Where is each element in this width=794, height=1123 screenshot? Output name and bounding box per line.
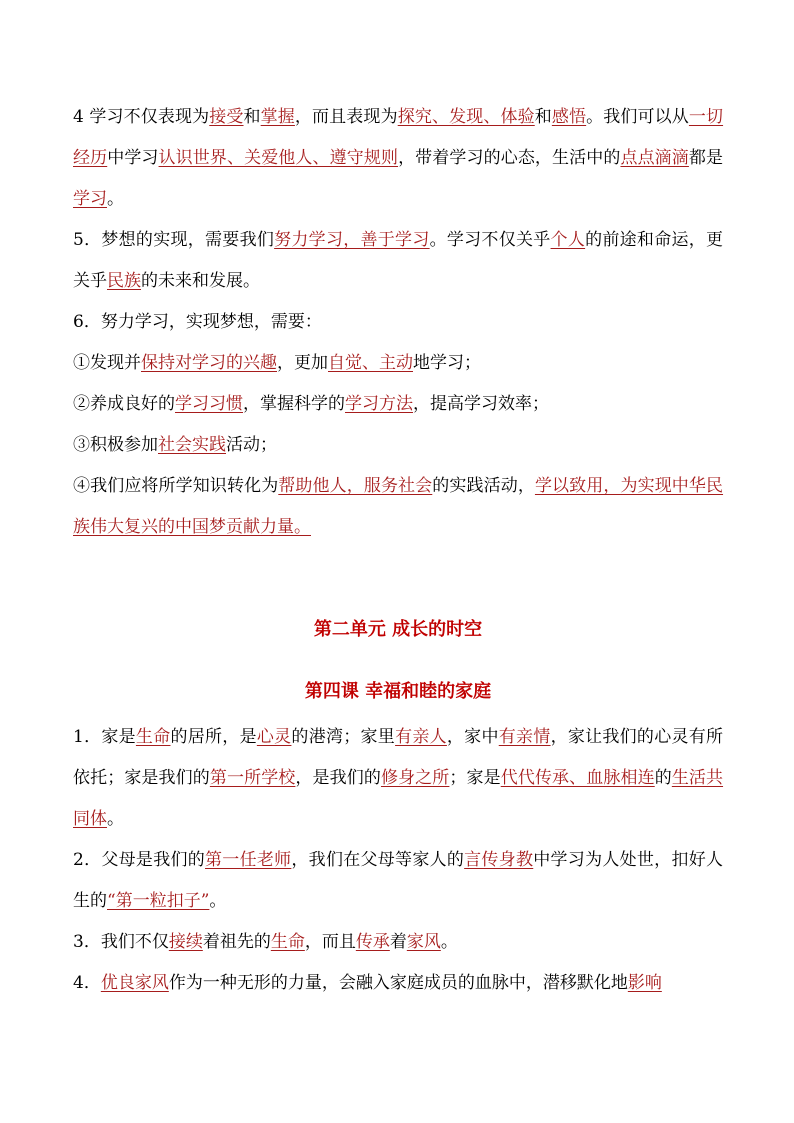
keyword-highlight: 学习习惯	[175, 394, 243, 414]
text-run: 6．努力学习，实现梦想，需要：	[73, 312, 322, 332]
keyword-highlight: 生命	[135, 727, 171, 747]
text-run: ，家中	[446, 727, 499, 747]
keyword-highlight: 社会实践	[158, 435, 226, 455]
text-run: 。	[107, 809, 124, 829]
text-run: ④我们应将所学知识转化为	[73, 476, 279, 496]
unit-title: 第二单元 成长的时空	[313, 619, 483, 640]
keyword-highlight: 影响	[627, 973, 662, 993]
text-run: 。我们可以从	[586, 107, 689, 127]
text-run: 的港湾；家里	[291, 727, 396, 747]
paragraph-family-4	[73, 963, 723, 1004]
text-run: ，是我们的	[295, 768, 381, 788]
text-run: ，更加	[277, 353, 328, 373]
section-family	[73, 717, 723, 1004]
text-run: 作为一种无形的力量，会融入家庭成员的血脉中，潜移默化地	[168, 973, 628, 993]
keyword-highlight: 贡献力量。	[226, 517, 311, 537]
text-run: 都是	[688, 148, 724, 168]
keyword-highlight: 言传身教	[464, 850, 534, 870]
paragraph-family-1	[73, 717, 723, 840]
keyword-highlight: 掌握	[260, 107, 295, 127]
paragraph-study-6-item-3	[73, 425, 723, 466]
keyword-highlight: 传承	[355, 932, 390, 952]
keyword-highlight: 点点滴滴	[620, 148, 689, 168]
keyword-highlight: 自觉、主动	[328, 353, 413, 373]
paragraph-study-4	[73, 97, 723, 220]
paragraph-study-5	[73, 220, 723, 302]
text-run: 。	[107, 189, 124, 209]
text-run: ，带着学习的心态，生活中的	[398, 148, 621, 168]
keyword-highlight: 学以致用，为实现中华民族伟大复兴的	[73, 476, 724, 537]
paragraph-study-6	[73, 302, 723, 343]
text-run: 中学习	[107, 148, 159, 168]
text-run: 3．我们不仅	[73, 932, 169, 952]
text-run: 活动；	[226, 435, 277, 455]
text-run: 的未来和发展。	[141, 271, 260, 291]
keyword-highlight: 感悟	[551, 107, 587, 127]
keyword-highlight: 学习	[73, 189, 107, 209]
paragraph-study-6-item-1	[73, 343, 723, 384]
text-run: 。	[440, 932, 458, 952]
text-run: 的前途和命运，更关乎	[73, 230, 724, 291]
text-run: 。学习不仅关乎	[429, 230, 551, 250]
keyword-highlight: 认识世界、关爱他人、遵守规则	[158, 148, 399, 168]
text-run: 1．家是	[73, 727, 136, 747]
text-run: 4 学习不仅表现为	[73, 107, 210, 127]
keyword-highlight: 学习方法	[345, 394, 413, 414]
text-run: 和	[243, 107, 261, 127]
text-run: 2．父母是我们的	[73, 850, 206, 870]
text-run: ；家是	[449, 768, 501, 788]
keyword-highlight: 接受	[209, 107, 244, 127]
keyword-highlight: 探究、发现、体验	[397, 107, 535, 127]
text-run: 的	[654, 768, 672, 788]
text-run: ②养成良好的	[73, 394, 175, 414]
text-run: 着祖先的	[202, 932, 271, 952]
text-run: 地学习；	[413, 353, 481, 373]
text-run: ，家让我们的心灵有所依托；家是我们的	[73, 727, 724, 788]
keyword-highlight: 第一所学校	[209, 768, 296, 788]
keyword-highlight: 有亲人	[395, 727, 447, 747]
text-run: ，掌握科学的	[243, 394, 345, 414]
keyword-highlight: 代代传承、血脉相连	[500, 768, 655, 788]
keyword-highlight: 个人	[550, 230, 586, 250]
paragraph-family-2	[73, 840, 723, 922]
paragraph-study-6-item-2	[73, 384, 723, 425]
text-run: 的居所，是	[170, 727, 257, 747]
keyword-highlight: 保持对学习的兴趣	[141, 353, 277, 373]
keyword-highlight: 心灵	[256, 727, 292, 747]
text-run: ，而且	[304, 932, 356, 952]
document-page	[73, 97, 723, 1004]
keyword-highlight: “第一粒扣子”	[107, 891, 210, 911]
text-run: 5．梦想的实现，需要我们	[73, 230, 275, 250]
text-run: 4．	[73, 973, 101, 993]
keyword-highlight: 生活共同体	[73, 768, 724, 829]
keyword-highlight: 接续	[168, 932, 203, 952]
text-run: 中学习为人处世，扣好人生的	[73, 850, 723, 911]
keyword-highlight: 帮助他人，服务社会	[278, 476, 433, 496]
keyword-highlight: 努力学习，善于学习	[274, 230, 430, 250]
keyword-highlight: 修身之所	[380, 768, 450, 788]
keyword-highlight: 优良家风	[100, 973, 169, 993]
text-run: ①发现并	[73, 353, 141, 373]
section-study	[73, 97, 723, 548]
text-run: ，提高学习效率；	[413, 394, 549, 414]
keyword-highlight: 一切经历	[73, 107, 724, 168]
keyword-highlight: 有亲情	[498, 727, 551, 747]
paragraph-family-3	[73, 922, 723, 963]
text-run: 的实践活动，	[432, 476, 535, 496]
text-run: ，而且表现为	[294, 107, 398, 127]
lesson-title: 第四课 幸福和睦的家庭	[304, 681, 492, 702]
text-run: 着	[389, 932, 407, 952]
keyword-highlight: 生命	[270, 932, 305, 952]
keyword-highlight: 第一任老师	[205, 850, 292, 870]
keyword-highlight: 中国梦	[175, 517, 226, 537]
text-run: 。	[209, 891, 227, 911]
keyword-highlight: 家风	[406, 932, 441, 952]
keyword-highlight: 民族	[107, 271, 141, 291]
text-run: ，我们在父母等家人的	[291, 850, 465, 870]
text-run: ③积极参加	[73, 435, 158, 455]
paragraph-study-6-item-4	[73, 466, 723, 548]
text-run: 和	[534, 107, 552, 127]
